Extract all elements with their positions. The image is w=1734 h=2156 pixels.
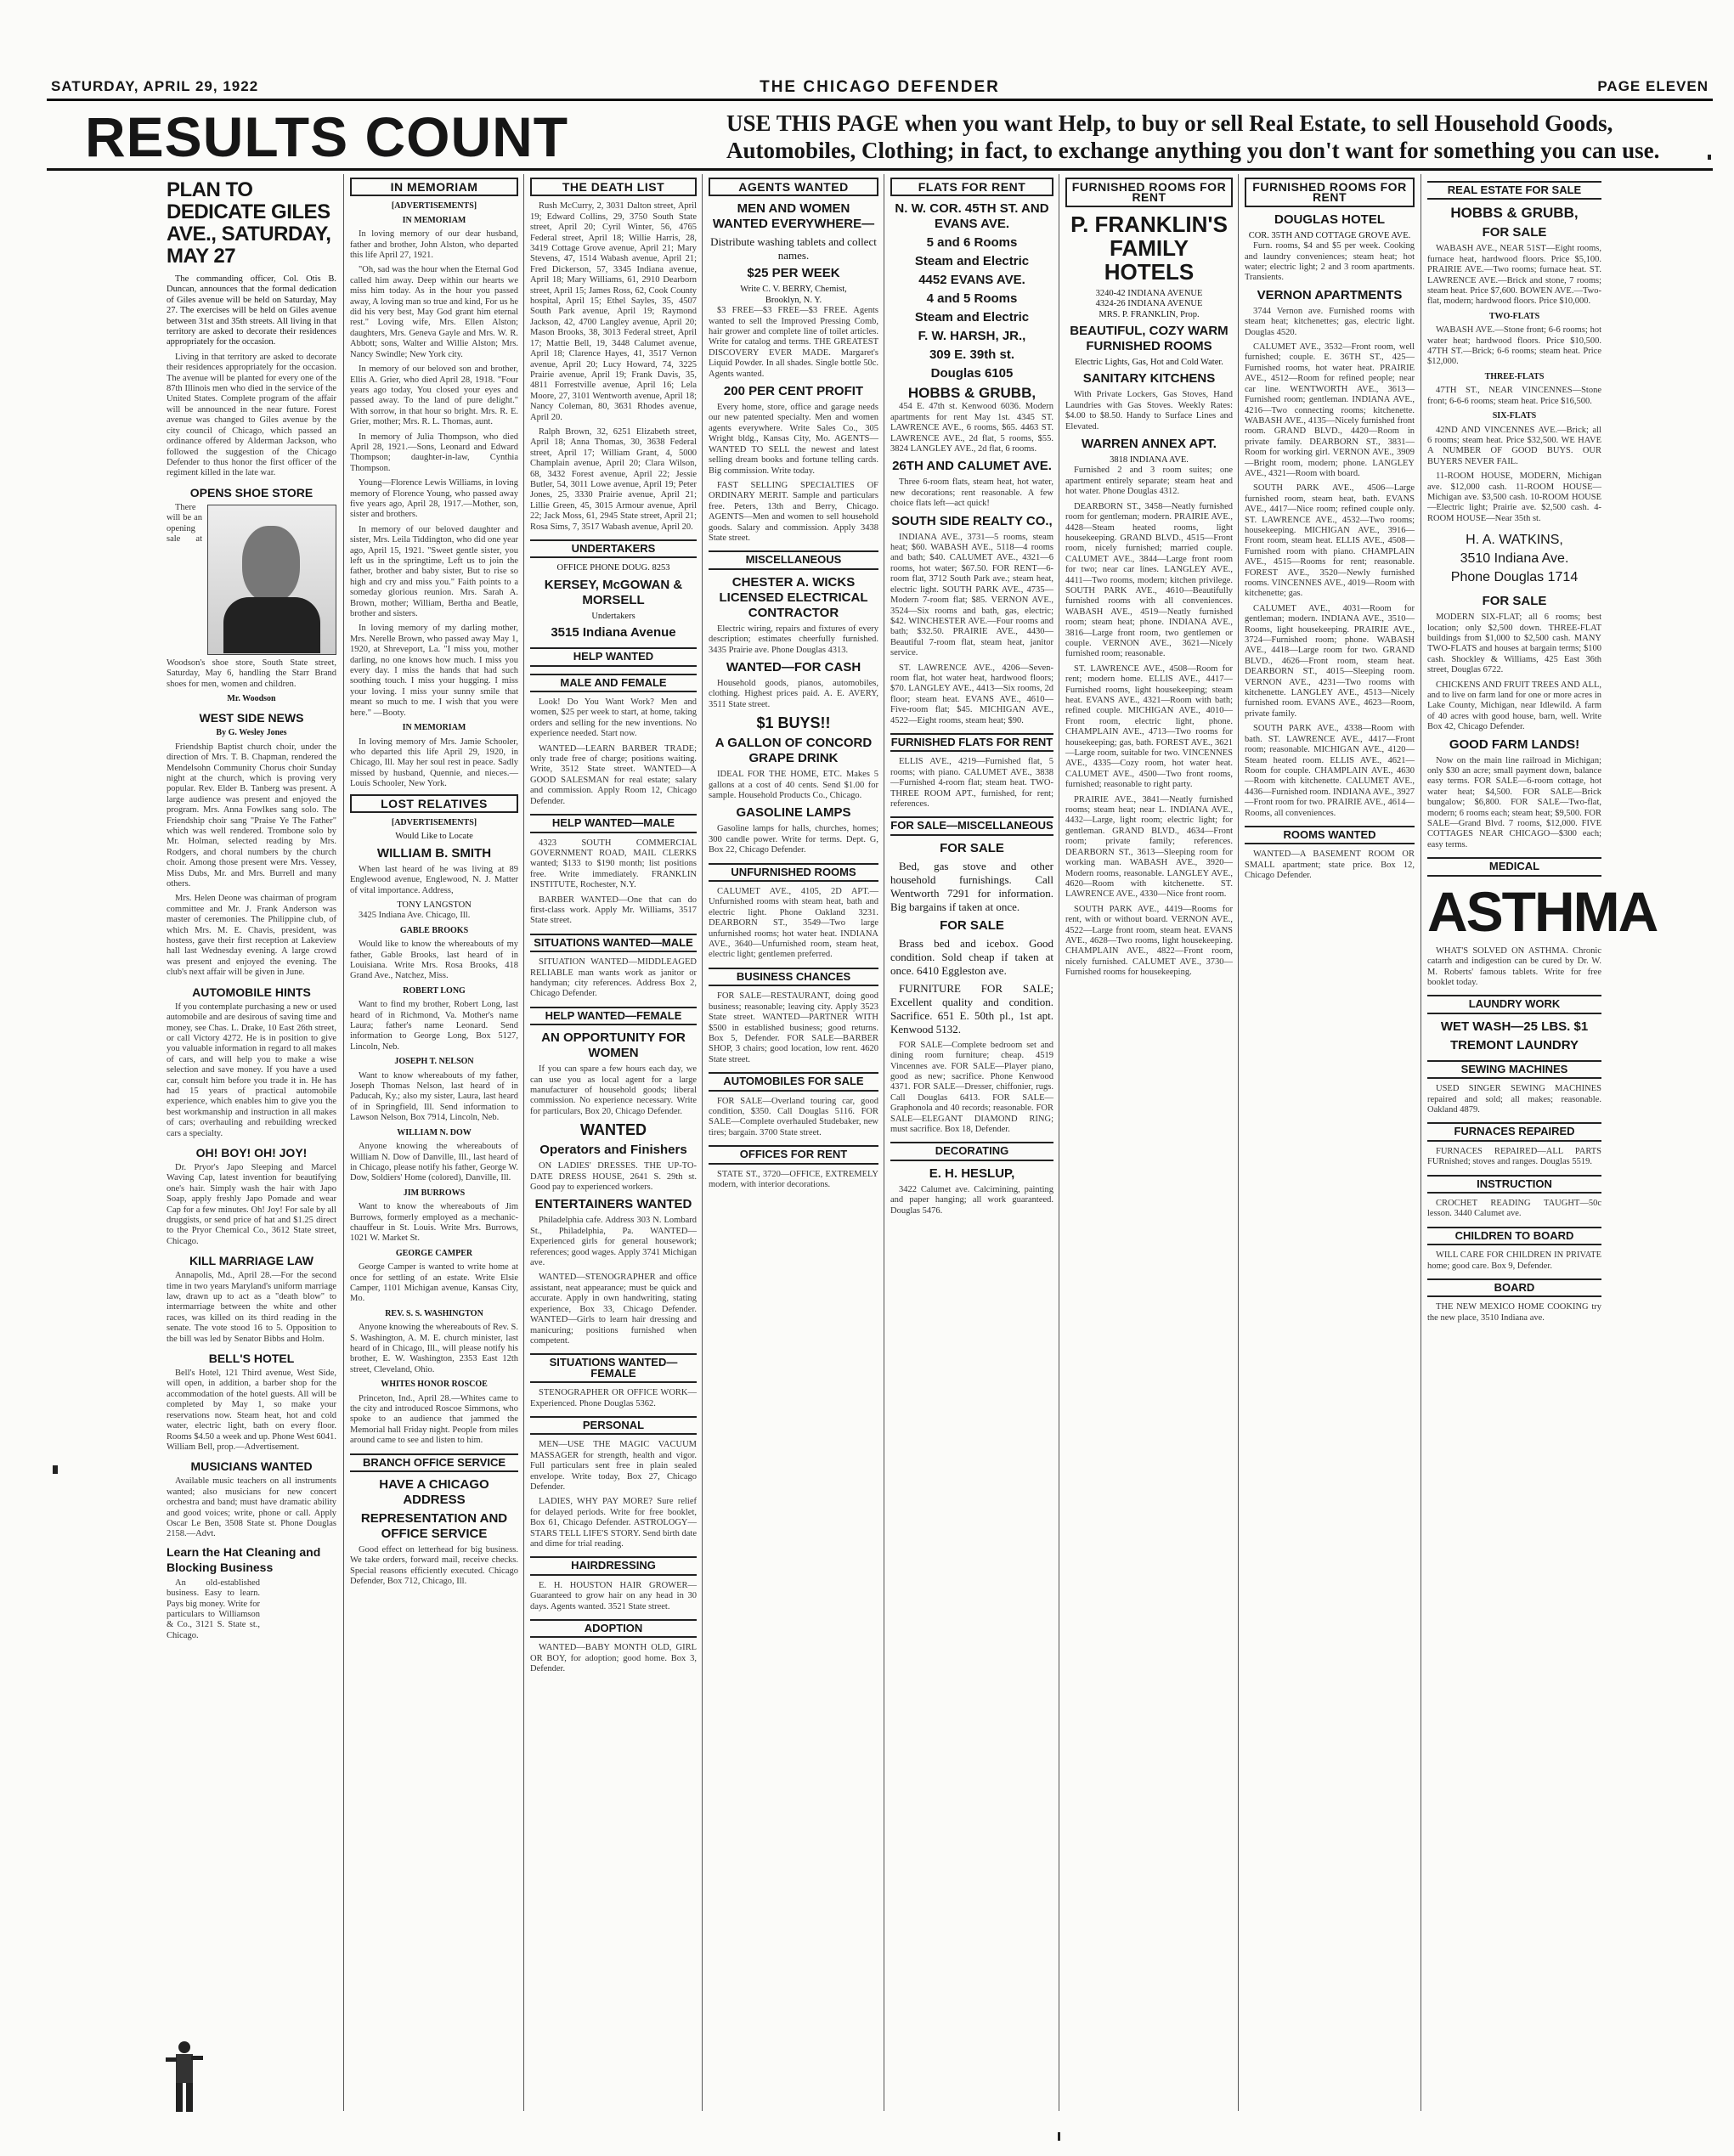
chicago-address-ad: HAVE A CHICAGO ADDRESS xyxy=(379,1477,489,1508)
franklin-prop: MRS. P. FRANKLIN, Prop. xyxy=(1099,309,1200,319)
advertisements-tag: [ADVERTISEMENTS] xyxy=(391,817,477,827)
franklin-address-2: 4324-26 INDIANA AVENUE xyxy=(1095,299,1203,309)
furnished-rooms-head: FURNISHED ROOMS FOR RENT xyxy=(1245,178,1415,207)
classified-text: $3 FREE—$3 FREE—$3 FREE. Agents wanted to sell the Improved Pressing Comb, hair grower and complete line of toilet articles. Write for catalog and terms. THE GREATEST DISCOVERY EVER MADE. Margaret's Liquid Powder. In all shades. Single bottle 50c. Agents wanted. xyxy=(709,306,878,379)
lost-name: GEORGE CAMPER xyxy=(395,1248,473,1258)
classified-text: FOR SALE—Overland touring car, good condition, $350. Call Douglas 5116. FOR SALE—Complete overhauled Studebaker, new tires; bargain. 3700 State street. xyxy=(709,1096,878,1137)
classified-text: INDIANA AVE., 3731—5 rooms, steam heat; $60. WABASH AVE., 5118—4 rooms and bath; $40. CALUMET AVE., 4321—6 rooms, hot water; $67.50. FOR RENT—6-room flat, 3712 South Park ave.; steam heat, electric light. SOUTH PARK AVE., 4735—Modern 7-room flat; $85. VERNON AVE., 3524—Six rooms and bath, gas, electric; $42. WINCHESTER AVE.—Four rooms and bath; $32.50. PRAIRIE AVE., 4430—Beautiful 7-room flat, steam heat, janitor service. xyxy=(890,532,1053,658)
calumet-ad: 26TH AND CALUMET AVE. xyxy=(892,459,1052,474)
memoriam-text: In loving memory of Mrs. Jamie Schooler, who departed this life April 29, 1920, in Chicago, Ill. May her soul rest in peace. Sadly missed by husband, Quennie, and nieces.—Louis Schooler, New York. xyxy=(350,737,518,789)
classified-text: SOUTH PARK AVE., 4506—Large furnished room, steam heat, bath. EVANS AVE., 4417—Nice room; refined couple only. ST. LAWRENCE AVE., 4532—Two rooms; housekeeping. MICHIGAN AVE., 3916—Front room, steam heat. ELLIS AVE., 4508—Furnished room with piano. CHAMPLAIN AVE., 4515—Rooms for rent; reasonable. FOREST AVE., 3520—Newly furnished rooms. VINCENNES AVE., 4019—Room with kitchenette; gas. xyxy=(1245,483,1415,599)
musicians-wanted-head: MUSICIANS WANTED xyxy=(190,1459,313,1474)
classified-text: 3422 Calumet ave. Calcimining, painting and paper hanging; all work guaranteed. Douglas 5476. xyxy=(890,1184,1053,1216)
help-wanted-head: HELP WANTED xyxy=(530,647,697,666)
classified-text: With Private Lockers, Gas Stoves, Hand Laundries with Gas Stoves. Weekly Rates: $4.00 to $8.50. Handy to Surface Lines and Elevated. xyxy=(1065,390,1233,432)
classified-text: If you can spare a few hours each day, we can use you as local agent for a large manufacturer of household goods; liberal commission. No experience necessary. Write for particulars, Box 20, Chicago Defender. xyxy=(530,1064,697,1116)
classified-text: 4323 SOUTH COMMERCIAL GOVERNMENT ROAD, MAIL CLERKS wanted; $133 to $190 month; list positions free. Write immediately. FRANKLIN INSTITUTE, Rochester, N.Y. xyxy=(530,838,697,890)
operators-ad: Operators and Finishers xyxy=(539,1143,687,1158)
bed-ad: Bed, gas stove and other household furnishings. Call Wentworth 7291 for information. Big bargains if taken at once. xyxy=(890,859,1053,913)
classified-text: MEN—USE THE MAGIC VACUUM MASSAGER for strength, health and vigor. Full particulars sent free in plain sealed envelope. Write today, Box 27, Chicago Defender. xyxy=(530,1440,697,1492)
classified-text: FOR SALE—RESTAURANT, doing good business; reasonable; leaving city. Apply 3523 State street. WANTED—PARTNER WITH $500 in established business; good returns. Box 5, Defender. FOR SALE—BARBER SHOP, 3 chairs; good location, low rent. 4620 State street. xyxy=(709,991,878,1064)
evans-rooms: 4 and 5 Rooms xyxy=(926,291,1018,307)
furnaces-head: FURNACES REPAIRED xyxy=(1427,1122,1601,1141)
paper-name: THE CHICAGO DEFENDER xyxy=(760,78,1000,96)
two-flats-head: TWO-FLATS xyxy=(1488,311,1540,321)
death-list-head: THE DEATH LIST xyxy=(530,178,697,196)
classified-text: 454 E. 47th st. Kenwood 6036. Modern apartments for rent May 1st. 4345 ST. LAWRENCE AVE., 6 rooms, $65. 4463 ST. LAWRENCE AVE., 2d flat, 5 rooms, $55. 3824 LANGLEY AVE., 2d flat, 6 rooms. xyxy=(890,402,1053,454)
opens-shoe-store-head: OPENS SHOE STORE xyxy=(189,485,313,499)
page-number: PAGE ELEVEN xyxy=(1597,78,1709,94)
lost-text: Anyone knowing the whereabouts of William N. Dow of Danville, Ill., last heard of in Chicago, please notify his father, George W. Dow, Soldiers' Home (colored), Danville, Ill. xyxy=(350,1142,518,1183)
article-text: Dr. Pryor's Japo Sleeping and Marcel Waving Cap, latest invention for beautifying one's hair. Simply wash the hair with Japo Soap, apply freshly Japo Pomade and wear Cap for a few minutes. Oh! Joy! For sale by all druggists, or send price of hat and $1.25 direct to the Pryor Chemical Co., 3612 State street, Chicago. xyxy=(167,1162,336,1246)
issue-date: SATURDAY, APRIL 29, 1922 xyxy=(51,78,259,94)
locate-signer: TONY LANGSTON xyxy=(397,900,472,910)
classified-text: Gasoline lamps for halls, churches, homes; 300 candle power. Write for terms. Dept. G, Box 22, Chicago Defender. xyxy=(709,824,878,855)
sanitary-kitchens: SANITARY KITCHENS xyxy=(1082,371,1216,387)
locate-name: WILLIAM B. SMITH xyxy=(376,845,492,861)
classified-text: WHAT'S SOLVED ON ASTHMA. Chronic catarrh and indigestion can be cured by Dr. W. M. Roberts' famous tablets. Write for free booklet today. xyxy=(1427,945,1601,987)
men-women-ad: MEN AND WOMEN WANTED EVERYWHERE— xyxy=(712,201,875,232)
gasoline-lamps-ad: GASOLINE LAMPS xyxy=(736,805,851,821)
berry-address: Brooklyn, N. Y. xyxy=(765,295,822,305)
classified-text: PRAIRIE AVE., 3841—Neatly furnished rooms; steam heat; near L. INDIANA AVE., 4432—Large, light room; electric light; for gentleman. GRAND BLVD., 4634—Front room; private family; references. DEARBORN ST., 3613—Sleeping room for working man. WABASH AVE., 3920—Modern rooms, reasonable. LANGLEY AVE., 4620—Room with kitchenette. ST. LAWRENCE AVE., 4330—Nice front room. xyxy=(1065,794,1233,900)
for-sale-head: FOR SALE xyxy=(1482,594,1547,609)
beautiful-rooms: BEAUTIFUL, COZY WARM FURNISHED ROOMS xyxy=(1070,324,1228,354)
lost-name: REV. S. S. WASHINGTON xyxy=(385,1308,483,1318)
heslup-ad: E. H. HESLUP, xyxy=(929,1165,1015,1181)
column-furnished-rooms-2 xyxy=(1245,174,1415,2111)
lost-text: Want to know the whereabouts of Jim Burrows, formerly employed as a mechanic-chauffeur in St. Louis. Write Mrs. Burrows, 1021 W. Market St. xyxy=(350,1202,518,1244)
medical-head: MEDICAL xyxy=(1427,857,1601,876)
wanted-ad: WANTED xyxy=(580,1121,647,1139)
classified-text: FURNACES REPAIRED—ALL PARTS FURnished; stoves and ranges. Douglas 5519. xyxy=(1427,1146,1601,1167)
article-text: Available music teachers on all instruments wanted; also musicians for new concert orchestra and band; must have dramatic ability and good voices; write, phone or call. Apply Oscar Le Ben, 3508 State st. Phone Douglas 2158.—Advt. xyxy=(167,1476,336,1539)
column-rule xyxy=(1238,174,1239,2111)
watkins-phone: Phone Douglas 1714 xyxy=(1450,570,1579,585)
classified-text: FAST SELLING SPECIALTIES OF ORDINARY MERIT. Sample and particulars free. Peters, 13th and Berry, Chicago. AGENTS—Men and women to sell household goods. Salary and commission. Apply 3438 State street. xyxy=(709,480,878,543)
classified-text: CALUMET AVE., 3532—Front room, well furnished; couple. E. 36TH ST., 425—Furnished rooms, hot water heat. PRAIRIE AVE., 4512—Room for refined people; near car line. WENTWORTH AVE., 3613—Furnished room; gentleman. INDIANA AVE., 4216—Two connecting rooms; kitchenette. WABASH AVE., 4135—Nicely furnished front room. GRAND BLVD., 4420—Room in private family. DEARBORN ST., 3831—Room for working girl. VERNON AVE., 3909—Bright room, modern; phone. LANGLEY AVE., 4321—Room with board. xyxy=(1245,342,1415,478)
classified-text: WANTED—A BASEMENT ROOM OR SMALL apartment; state price. Box 12, Chicago Defender. xyxy=(1245,849,1415,881)
cash-ad: WANTED—FOR CASH xyxy=(726,659,861,674)
memoriam-text: In loving memory of our dear husband, father and brother, John Alston, who departed this life April 27, 1921. xyxy=(350,229,518,261)
miscellaneous-head: MISCELLANEOUS xyxy=(709,550,878,569)
classified-text: Electric wiring, repairs and fixtures of every description; estimates cheerfully furnished. 3435 Prairie ave. Phone Douglas 4313. xyxy=(709,624,878,655)
lost-text: Princeton, Ind., April 28.—Whites came to the city and introduced Roscoe Simmons, who spoke to an audience that jammed the Memorial hall Friday night. People from miles around came to see and listen to him. xyxy=(350,1393,518,1446)
classified-text: Household goods, pianos, automobiles, clothing. Highest prices paid. A. E. AVERY, 3511 State street. xyxy=(709,678,878,709)
douglas-address: COR. 35TH AND COTTAGE GROVE AVE. xyxy=(1248,230,1411,240)
good-farm-lands: GOOD FARM LANDS! xyxy=(1449,737,1580,752)
classified-text: SITUATION WANTED—MIDDLEAGED RELIABLE man wants work as janitor or handyman; city references. Address Box 2, Chicago Defender. xyxy=(530,957,697,999)
classified-text: SOUTH PARK AVE., 4338—Room with bath. ST. LAWRENCE AVE., 4417—Front room; reasonable. MICHIGAN AVE., 4120—Steam heated room. ELLIS AVE., 4621—Room for couple. CHAMPLAIN AVE., 4630—Room with kitchenette. CALUMET AVE., 4436—Furnished room. INDIANA AVE., 3927—Front room for two. PRAIRIE AVE., 4614—Rooms, all conveniences. xyxy=(1245,724,1415,818)
lost-text: Would like to know the whereabouts of my father, Gable Brooks, last heard of in Louisiana. Write Mrs. Rosa Brooks, 418 Grand Ave., Natchez, Miss. xyxy=(350,940,518,981)
adoption-head: ADOPTION xyxy=(530,1619,697,1638)
branch-office-head: BRANCH OFFICE SERVICE xyxy=(350,1453,518,1472)
undertakers-head: UNDERTAKERS xyxy=(530,539,697,558)
warren-annex: WARREN ANNEX APT. xyxy=(1082,437,1217,452)
classified-text: CROCHET READING TAUGHT—50c lesson. 3440 Calumet ave. xyxy=(1427,1198,1601,1219)
for-sale-misc-head: FOR SALE—MISCELLANEOUS xyxy=(890,816,1053,835)
representation-ad: REPRESENTATION AND OFFICE SERVICE xyxy=(360,1511,508,1542)
banner-title: RESULTS COUNT xyxy=(85,105,569,168)
business-chances-head: BUSINESS CHANCES xyxy=(709,968,878,986)
help-wanted-female-head: HELP WANTED—FEMALE xyxy=(530,1007,697,1025)
hobbs-grubb: HOBBS & GRUBB, xyxy=(1450,205,1579,222)
evans-ad: 4452 EVANS AVE. xyxy=(918,273,1025,288)
wicks-ad: CHESTER A. WICKS LICENSED ELECTRICAL CONTRACTOR xyxy=(719,574,868,620)
article-text: Annapolis, Md., April 28.—For the second time in two years Maryland's uniform marriage law, drawn up to act as a "death blow" to intermarriage between the white and other races, was killed on its third reading in the senate. The vote stood 16 to 5. Opposition to the bill was led by Senator Bibbs and Holm. xyxy=(167,1271,336,1344)
distribute-line: Distribute washing tablets and collect names. xyxy=(710,235,877,262)
profit-ad: 200 PER CENT PROFIT xyxy=(723,384,864,399)
memoriam-sub: IN MEMORIAM xyxy=(402,723,466,733)
classified-text: MODERN SIX-FLAT; all 6 rooms; best location; only $2,500 down. THREE-FLAT buildings from $1,000 to $2,500 cash. MANY TWO-FLATS and houses at bargain terms; $100 cash. Shockley & Williams, 425 East 36th street, Douglas 6722. xyxy=(1427,612,1601,675)
article-text: Bell's Hotel, 121 Third avenue, West Side, will open, in addition, a barber shop for the accommodation of the hotel guests. All will be completed by May 1, so make your reservations now. Steam heat, hot and cold water, electric light, bath on every floor. Rooms $4.50 a week and up. Phone West 6041. William Bell, prop.—Advertisement. xyxy=(167,1369,336,1452)
classified-text: FOR SALE—Complete bedroom set and dining room furniture; cheap. 4519 Vincennes ave. FOR SALE—Player piano, good as new; sacrifice. Phone Kenwood 4371. FOR SALE—Dresser, chiffonier, rugs. Call Douglas 6413. FOR SALE—Graphonola and 40 records; reasonable. FOR SALE—ELEGANT DIAMOND RING; must sacrifice. Box 18, Defender. xyxy=(890,1040,1053,1135)
decorating-head: DECORATING xyxy=(890,1142,1053,1160)
children-to-board-head: CHILDREN TO BOARD xyxy=(1427,1227,1601,1245)
masthead-line xyxy=(51,78,1709,99)
classified-text: Furnished 2 and 3 room suites; one apartment entirely separate; steam heat and hot water. Phone Douglas 4312. xyxy=(1065,466,1233,497)
classified-text: WABASH AVE.—Stone front; 6-6 rooms; hot water heat; hardwood floors. Price $10,500. 47TH ST.—Brick; 6-6 rooms; steam heat. Price $12,000. xyxy=(1427,325,1601,367)
lost-name: WHITES HONOR ROSCOE xyxy=(381,1380,488,1390)
column-news xyxy=(167,174,336,2111)
divider xyxy=(47,99,1713,101)
column-rule xyxy=(702,174,703,2111)
corner-steam: Steam and Electric xyxy=(914,254,1030,269)
branch-text: Good effect on letterhead for big business. We take orders, forward mail, receive checks. Special reasons efficiently executed. Chicago Defender, Box 712, Chicago, Ill. xyxy=(350,1545,518,1587)
death-list-text: Ralph Brown, 32, 6251 Elizabeth street, April 18; Anna Thomas, 30, 3638 Federal street, April 17; William Grant, 4, 5000 Champlain avenue, April 20; Clara Wilson, 68, 3432 Forest avenue, April 22; Jessie Butler, 54, 3011 Lowe avenue, April 19; Peter Jones, 25, 3330 Prairie avenue, April 21; Lillie Green, 45, 3015 Armour avenue, April 22; Jack Moss, 61, 2945 State street, April 21; Rosa Sims, 7, 3517 Wabash avenue, April 20. xyxy=(530,426,697,532)
article-text: There will be an opening sale at Woodson's shoe store, South State street, Saturday, May 6, handling the Starr Brand shoes for men, women and children. xyxy=(167,502,336,689)
scan-speck xyxy=(53,1465,58,1474)
agents-wanted-head: AGENTS WANTED xyxy=(709,178,878,196)
classified-text: CALUMET AVE., 4105, 2D APT.—Unfurnished rooms with steam heat, bath and electric light. Phone Oakland 3231. DEARBORN ST., 3549—Two large unfurnished rooms; hot water heat. INDIANA AVE., 3640—Unfurnished room, steam heat, electric light; gentlemen preferred. xyxy=(709,887,878,960)
lost-text: Anyone knowing the whereabouts of Rev. S. S. Washington, A. M. E. church minister, last heard of in Chicago, Ill., will please notify his brother, E. W. Washington, 2353 East 12th street, Cleveland, Ohio. xyxy=(350,1323,518,1374)
south-side-realty: SOUTH SIDE REALTY CO., xyxy=(891,513,1053,528)
classified-text: THE NEW MEXICO HOME COOKING try the new place, 3510 Indiana ave. xyxy=(1427,1302,1601,1323)
column-real-estate xyxy=(1427,174,1658,2111)
memoriam-text: Young—Florence Lewis Williams, in loving memory of Florence Young, who passed away five years ago, April 28, 1917.—Mother, son, sister and brothers. xyxy=(350,478,518,520)
lost-name: ROBERT LONG xyxy=(403,985,466,996)
salary-line: $25 PER WEEK xyxy=(747,266,840,281)
classified-text: WANTED—BABY MONTH OLD, GIRL OR BOY, for adoption; good home. Box 3, Defender. xyxy=(530,1643,697,1674)
classified-text: STENOGRAPHER OR OFFICE WORK—Experienced. Phone Douglas 5362. xyxy=(530,1388,697,1408)
furnished-flats-head: FURNISHED FLATS FOR RENT xyxy=(890,733,1053,752)
laundry-work-head: LAUNDRY WORK xyxy=(1427,995,1601,1013)
classified-text: USED SINGER SEWING MACHINES repaired and sold; all makes; reasonable. Oakland 4879. xyxy=(1427,1084,1601,1115)
classified-text: Look! Do You Want Work? Men and women, $25 per week to start, at home, taking orders and selling for the new inventions. No experience needed. Start now. xyxy=(530,697,697,739)
scan-speck xyxy=(1058,2132,1060,2141)
column-agents xyxy=(709,174,878,2111)
classified-text: 47TH ST., NEAR VINCENNES—Stone front; 6-6-6 rooms; steam heat. Price $16,500. xyxy=(1427,386,1601,406)
rooms-wanted-head: ROOMS WANTED xyxy=(1245,826,1415,844)
watkins-address: 3510 Indiana Ave. xyxy=(1460,551,1569,567)
classified-text: ST. LAWRENCE AVE., 4206—Seven-room flat, hot water heat, hardwood floors; $70. LANGLEY AVE., 4413—Six rooms, 2d floor; steam heat. EVANS AVE., 4610—Five-room flat; $45. MICHIGAN AVE., 4522—Eight rooms, steam heat; $90. xyxy=(890,663,1053,725)
classified-text: Now on the main line railroad in Michigan; only $30 an acre; small payment down, balance easy terms. FOR SALE—6-room cottage, hot water heat; $4,500. FOR SALE—Brick bungalow; $6,800. FOR SALE—Two-flat, modern; 6 rooms each; steam heat; $9,500. FOR SALE—Grand Blvd. 7 rooms, $12,000. FIVE COTTAGES NEAR CHICAGO—$300 each; easy terms. xyxy=(1427,755,1601,849)
six-flats-head: SIX-FLATS xyxy=(1492,411,1537,421)
classified-text: Furn. rooms, $4 and $5 per week. Cooking and laundry conveniences; steam heat; hot water; electric light; 2 and 3 room apartments. Transients. xyxy=(1245,241,1415,283)
corner-ad: N. W. COR. 45TH ST. AND EVANS AVE. xyxy=(895,201,1049,232)
lost-text: 3425 Indiana Ave. Chicago, Ill. xyxy=(359,911,471,921)
hobbs-grubb: HOBBS & GRUBB, xyxy=(907,385,1036,402)
kersey-name: KERSEY, McGOWAN & MORSELL xyxy=(544,577,683,607)
furniture-ad: FURNITURE FOR SALE; Excellent quality and condition. Sacrifice. 651 E. 50th pl., 1st apt. Kenwood 5132. xyxy=(890,981,1053,1036)
concord-ad: A GALLON OF CONCORD GRAPE DRINK xyxy=(714,736,873,766)
death-list-text: Rush McCurry, 2, 3031 Dalton street, April 19; Edward Collins, 29, 3750 South State street, April 20; Cyril Winter, 56, 4765 Federal street, April 18; Willie Harris, 28, 3419 Cottage Grove avenue, April 21; Mary Stevens, 47, 1514 Wabash avenue, April 21; Fred Dickerson, 57, 3345 Indiana avenue, April 18; Mary Williams, 61, 2910 Dearborn street, April 15; James Ross, 62, Cook County hospital, April 15; Ethel Sayles, 35, 4507 South Park avenue, April 19; Raymond Jackson, 42, 4700 Langley avenue, April 20; Mason Brooks, 38, 3013 Federal street, April 17; Mattie Bell, 19, 3448 Calumet avenue, April 18; Clarence Hayes, 41, 3517 Vernon avenue, April 20; Lucy Howard, 74, 3225 Prairie avenue, April 19; Frank Davis, 35, 4811 Forrestville avenue, April 16; Lela Moore, 27, 3101 Wentworth avenue, April 18; Nancy Coleman, 80, 3631 Rhodes avenue, April 20. xyxy=(530,201,697,422)
classified-text: 11-ROOM HOUSE, MODERN, Michigan ave. $12,000 cash. 11-ROOM HOUSE—Michigan ave. $3,500 cash. 10-ROOM HOUSE—Electric light; Prairie ave. $2,500 cash. 4-ROOM HOUSE—Near 35th st. xyxy=(1427,471,1601,523)
wet-wash-ad: WET WASH—25 LBS. $1 xyxy=(1440,1019,1589,1034)
classified-text: CHICKENS AND FRUIT TREES AND ALL, and to live on farm land for one or more acres in Lake County, Michigan, near Idlewild. A farm of 40 acres with good house, barn, well. Write Box 42, Chicago Defender. xyxy=(1427,680,1601,732)
results-count-banner xyxy=(85,106,1710,167)
classified-text: IDEAL FOR THE HOME, ETC. Makes 5 gallons at a cost of 40 cents. Send $1.00 for sample. Household Products Co., Chicago. xyxy=(709,770,878,800)
lost-name: WILLIAM N. DOW xyxy=(397,1127,472,1137)
west-side-news-head: WEST SIDE NEWS xyxy=(199,711,304,725)
memoriam-sub: IN MEMORIAM xyxy=(402,215,466,225)
kersey-sub: Undertakers xyxy=(591,611,635,621)
in-memoriam-head: IN MEMORIAM xyxy=(350,178,518,196)
brass-bed-ad: Brass bed and icebox. Good condition. Sold cheap if taken at once. 6410 Eggleston ave. xyxy=(890,936,1053,977)
bells-hotel-head: BELL'S HOTEL xyxy=(208,1352,295,1366)
byline: By G. Wesley Jones xyxy=(216,728,287,738)
column-death-list xyxy=(530,174,697,2111)
classified-text: 42ND AND VINCENNES AVE.—Brick; all 6 rooms; steam heat. Price $32,500. WE HAVE A NUMBER OF GOOD BUYS. OUR BUYERS NEVER FAIL. xyxy=(1427,425,1601,466)
harsh-address: 309 E. 39th st. xyxy=(929,347,1015,363)
asthma-ad: ASTHMA xyxy=(1427,879,1658,943)
photo-caption: Mr. Woodson xyxy=(227,693,276,703)
kill-marriage-law-head: KILL MARRIAGE LAW xyxy=(189,1254,313,1268)
harsh-phone: Douglas 6105 xyxy=(930,366,1014,381)
advertisements-tag: [ADVERTISEMENTS] xyxy=(391,201,477,212)
furnished-rooms-head: FURNISHED ROOMS FOR RENT xyxy=(1065,178,1233,207)
banner-tagline: USE THIS PAGE when you want Help, to buy or sell Real Estate, to sell Household Goods, Automobiles, Clothing; in fact, to exchange anything you don't want for something you can use. xyxy=(726,110,1660,163)
classified-text: 3744 Vernon ave. Furnished rooms with steam heat; kitchenettes; gas, electric light. Douglas 4520. xyxy=(1245,306,1415,337)
column-memoriam xyxy=(350,174,518,2111)
classified-text: STATE ST., 3720—OFFICE, EXTREMELY modern, with interior decorations. xyxy=(709,1169,878,1189)
franklin-hotels: P. FRANKLIN'S FAMILY HOTELS xyxy=(1070,211,1228,285)
watkins-ad xyxy=(1427,531,1601,587)
article-text: Living in that territory are asked to decorate their residences appropriately for the occasion. The avenue will be planted for every one of the 87th Illinois men who died in the service of the United States. Complete program of the affair will be announced in the near future. Forest avenue was changed to Giles avenue by the city council of Chicago, which passed an ordinance offered by Alderman Jackson, who followed the suggestion of the Chicago Defender to thus honor the first officer of the regiment killed in the late war. xyxy=(167,352,336,478)
oh-boy-head: OH! BOY! OH! JOY! xyxy=(195,1145,308,1160)
flats-for-rent-head: FLATS FOR RENT xyxy=(890,178,1053,196)
buys-ad: $1 BUYS!! xyxy=(756,714,831,732)
situations-female-head: SITUATIONS WANTED—FEMALE xyxy=(530,1353,697,1383)
board-head: BOARD xyxy=(1427,1278,1601,1297)
classified-text: LADIES, WHY PAY MORE? Sure relief for delayed periods. Write for free booklet, Box 61, Chicago Defender. ASTROLOGY—STARS TELL LIFE'S STORY. Send birth date and dime for trial reading. xyxy=(530,1497,697,1549)
memoriam-text: In memory of our beloved daughter and sister, Mrs. Leila Tiddington, who did one year ago, April 15, 1921. "Sweet gentle sister, you left us in the springtime, Left us to join the father, brother and baby sister, But to rise so high and cry and miss you." Faith points to a someday glorious reunion. Mrs. Sarah A. Brown, mother; William, Bertha and Beatle, brother and sisters. xyxy=(350,524,518,619)
column-furnished-rooms-1 xyxy=(1065,174,1233,2111)
portrait-photo xyxy=(207,505,336,655)
scan-speck xyxy=(1708,155,1711,160)
classified-text: WABASH AVE., NEAR 51ST—Eight rooms, furnace heat, hardwood floors. Price $5,100. PRAIRIE AVE.—Two rooms; furnace heat. ST. LAWRENCE AVE.—Brick and stone, 7 rooms; steam heat. Price $7,600. BOWEN AVE.—Two-flat, modern; hardwood floors. Price $10,000. xyxy=(1427,244,1601,307)
classified-text: BARBER WANTED—One that can do first-class work. Apply Mr. Williams, 3517 State street. xyxy=(530,895,697,926)
classified-text: DEARBORN ST., 3458—Neatly furnished room for gentleman; modern. PRAIRIE AVE., 4428—Steam heated rooms, light housekeeping. GRAND BLVD., 4515—Front room, nicely furnished; married couple. CALUMET AVE., 3844—Large front room for two; near car lines. LANGLEY AVE., 4411—Two rooms, modern; kitchen privilege. SOUTH PARK AVE., 4610—Beautifully furnished rooms with all conveniences. WABASH AVE., 4519—Neatly furnished room; steam heat; phone. INDIANA AVE., 3816—Large front room, two gentlemen or couple. VERNON AVE., 3621—Nicely furnished room; reasonable. xyxy=(1065,501,1233,659)
lost-text: Want to find my brother, Robert Long, last heard of in Richmond, Va. Mother's name Laura; father's name Leonard. Send information to George Long, Box 5127, Lincoln, Neb. xyxy=(350,1000,518,1052)
lost-name: GABLE BROOKS xyxy=(399,925,469,935)
for-sale-head: FOR SALE xyxy=(1482,225,1547,240)
kersey-address: 3515 Indiana Avenue xyxy=(551,625,676,641)
entertainers-ad: ENTERTAINERS WANTED xyxy=(534,1197,692,1212)
harsh-name: F. W. HARSH, JR., xyxy=(918,329,1026,344)
lost-text: Want to know whereabouts of my father, Joseph Thomas Nelson, last heard of in Paducah, Ky.; also my sister, Laura, last heard of in Springfield, Ill. Send information to Lawson Nelson, Box 7914, Lincoln, Neb. xyxy=(350,1070,518,1123)
instruction-head: INSTRUCTION xyxy=(1427,1175,1601,1194)
article-text: An old-established business. Easy to learn. Pays big money. Write for particulars to Williamson & Co., 3121 S. State st., Chicago. xyxy=(167,1577,260,1640)
classified-text: E. H. HOUSTON HAIR GROWER—Guaranteed to grow hair on any head in 30 days. Agents wanted. 3521 State street. xyxy=(530,1580,697,1611)
kersey-phone: OFFICE PHONE DOUG. 8253 xyxy=(556,563,670,573)
warren-address: 3818 INDIANA AVE. xyxy=(1110,455,1189,466)
lost-text: George Camper is wanted to write home at once for settling of an estate. Write Elsie Camper, 1101 Michigan avenue, Kansas City, Mo. xyxy=(350,1262,518,1304)
classified-text: Philadelphia cafe. Address 303 N. Lombard St., Philadelphia, Pa. WANTED—Experienced girls for general housework; references; good wages. Apply 3741 Michigan ave. xyxy=(530,1216,697,1268)
lost-text: When last heard of he was living at 89 Englewood avenue, Englewood, N. J. Matter of vital importance. Address, xyxy=(350,864,518,895)
classified-text: SOUTH PARK AVE., 4419—Rooms for rent, with or without board. VERNON AVE., 4522—Large front room, steam heat. EVANS AVE., 4628—Two rooms, light housekeeping. CHAMPLAIN AVE., 4822—Front room, nicely furnished. CALUMET AVE., 3730—Furnished rooms for housekeeping. xyxy=(1065,904,1233,978)
article-lead: The commanding officer, Col. Otis B. Duncan, announces that the formal dedication of Giles avenue will be held on Saturday, May 27. The exercises will be held on Giles avenue between 31st and 35th streets. All living in that territory are asked to decorate their residences appropriately for the occasion. xyxy=(167,274,336,347)
sewing-machines-head: SEWING MACHINES xyxy=(1427,1060,1601,1079)
hairdressing-head: HAIRDRESSING xyxy=(530,1556,697,1575)
column-rule xyxy=(523,174,524,2111)
classified-text: Three 6-room flats, steam heat, hot water, new decorations; rent reasonable. A few choice flats left—act quick! xyxy=(890,477,1053,509)
evans-steam: Steam and Electric xyxy=(914,310,1030,325)
classified-text: WILL CARE FOR CHILDREN IN PRIVATE home; good care. Box 9, Defender. xyxy=(1427,1250,1601,1271)
electric-line: Electric Lights, Gas, Hot and Cold Water. xyxy=(1075,358,1223,368)
lost-name: JOSEPH T. NELSON xyxy=(394,1057,474,1067)
offices-for-rent-head: OFFICES FOR RENT xyxy=(709,1145,878,1164)
classified-text: WANTED—LEARN BARBER TRADE; only trade free of charge; positions waiting. Write, 3512 State street. WANTED—A GOOD SALESMAN for real estate; salary and commission. Apply Room 12, Chicago Defender. xyxy=(530,743,697,806)
male-female-head: MALE AND FEMALE xyxy=(530,674,697,692)
watkins-name: H. A. WATKINS, xyxy=(1466,533,1563,548)
automobile-hints-head: AUTOMOBILE HINTS xyxy=(192,985,311,999)
vernon-apartments: VERNON APARTMENTS xyxy=(1257,287,1403,302)
situations-male-head: SITUATIONS WANTED—MALE xyxy=(530,934,697,952)
real-estate-head: REAL ESTATE FOR SALE xyxy=(1427,181,1601,200)
locate-line: Would Like to Locate xyxy=(395,832,473,842)
berry-line: Write C. V. BERRY, Chemist, xyxy=(740,285,847,295)
column-flats xyxy=(890,174,1053,2111)
three-flats-head: THREE-FLATS xyxy=(1484,371,1545,381)
memoriam-text: "Oh, sad was the hour when the Eternal God called him away. Deep within our hearts we miss him today. As in the hour you passed away, A loving man so true and kind, For us he did his very best, May God grant him eternal rest." Loving wife, Mrs. Ellen Alston; daughters, Mrs. Geneva Gayle and Mrs. W. R. Abbott; sons, Walter and Willie Alston; Mrs. Nancy Swindle; New York city. xyxy=(350,265,518,359)
franklin-address: 3240-42 INDIANA AVENUE xyxy=(1095,288,1203,298)
classified-text: ST. LAWRENCE AVE., 4508—Room for rent; modern home. ELLIS AVE., 4417—Furnished rooms, light housekeeping; steam heat. EVANS AVE., 4321—Room with bath; refined couple. MICHIGAN AVE., 4010—Front room, electric light, phone. CHAMPLAIN AVE., 4713—Two rooms for housekeeping; gas, bath. FOREST AVE., 3621—Large room, suitable for two. VINCENNES AVE., 4335—Cozy room, hot water heat. CALUMET AVE., 4500—Two front rooms, furnished; reasonable to right party. xyxy=(1065,663,1233,790)
lost-name: JIM BURROWS xyxy=(403,1188,466,1198)
lost-relatives-head: LOST RELATIVES xyxy=(350,794,518,813)
for-sale-head: FOR SALE xyxy=(940,840,1004,855)
memoriam-text: In loving memory of my darling mother, Mrs. Nerelle Brown, who passed away May 1, 1920, at Shreveport, La. "I miss you, mother darling, no one knows how much. I miss you every day. I miss the hands that had such soothing touch. I miss your hugging. I miss your loving. I miss your sunny smile that meant so much to me. I wish that you were here." —Booty. xyxy=(350,624,518,718)
hat-man-illustration xyxy=(166,2039,204,2115)
column-rule xyxy=(343,174,344,2111)
hat-cleaning-ad: Learn the Hat Cleaning and Blocking Business xyxy=(167,1544,321,1574)
help-wanted-male-head: HELP WANTED—MALE xyxy=(530,814,697,832)
for-sale-head: FOR SALE xyxy=(940,917,1004,933)
headline-giles-avenue: PLAN TO DEDICATE GILES AVE., SATURDAY, MAY 27 xyxy=(167,178,331,268)
unfurnished-rooms-head: UNFURNISHED ROOMS xyxy=(709,863,878,882)
classified-text: CALUMET AVE., 4031—Room for gentleman; modern. INDIANA AVE., 3510—Rooms, light housekeeping. PRAIRIE AVE., 3724—Furnished room; phone. WABASH AVE., 4418—Large room for two. GRAND BLVD., 4626—Front room, steam heat. DEARBORN ST., 4015—Sleeping room. VERNON AVE., 4231—Two rooms with kitchenette. LANGLEY AVE., 4513—Nicely furnished room. EVANS AVE., 4623—Room, private family. xyxy=(1245,603,1415,719)
tremont-laundry: TREMONT LAUNDRY xyxy=(1449,1037,1579,1053)
personal-head: PERSONAL xyxy=(530,1416,697,1435)
article-text: Mrs. Helen Deone was chairman of program committee and Mr. J. Frank Anderson was master of ceremonies. The Philippine club, of which Mrs. M. E. Chavis, president, was hostess, gave their first reception at Lakeview hall last Wednesday evening. A large crowd was present and enjoyed the evening. The club's next affair will be given in June. xyxy=(167,894,336,978)
classified-text: WANTED—STENOGRAPHER and office assistant, neat appearance; must be quick and accurate. Apply in own handwriting, stating experience, Box 33, Chicago Defender. WANTED—Girls to learn hair dressing and manicuring; positions furnished when competent. xyxy=(530,1273,697,1346)
memoriam-text: In memory of our beloved son and brother, Ellis A. Grier, who died April 28, 1918. "Four years ago today, You closed your eyes and passed away. To the land of pure delight." With sorrow, in that hour so bright. Mrs. R. E. Grier, mother; Mrs. R. L. Thomas, aunt. xyxy=(350,364,518,427)
classified-text: ON LADIES' DRESSES. THE UP-TO-DATE DRESS HOUSE, 2641 S. 29th st. Good pay to experienced workers. xyxy=(530,1161,697,1193)
memoriam-text: In memory of Julia Thompson, who died April 28, 1921.—Sons, Leonard and Edward Thompson; daughter-in-law, Cynthia Thompson. xyxy=(350,432,518,473)
article-text: Friendship Baptist church choir, under the direction of Mrs. T. B. Chapman, rendered the Mendelsohn Community Chorus choir Sunday night at the church, which is proving very popular. Rev. Elder B. Tanberg was present. A large audience was present and enjoyed the program. Mrs. Anna Fowlkes sang solo. The Friendship choir sang "Praise Ye The Father" which was well rendered. Trombone solo by Mr. Holman, selected reading by Mrs. Rodgers, and choral numbers by the church choir. Among those present were Mrs. Vessey, Miss Dubs, Mr. and Mrs. Burrell and many others. xyxy=(167,742,336,889)
corner-rooms: 5 and 6 Rooms xyxy=(926,235,1018,251)
classified-text: ELLIS AVE., 4219—Furnished flat, 5 rooms; with piano. CALUMET AVE., 3838—Furnished 4-room flat; steam heat. TWO-THREE ROOM APT., furnished, for rent; references. xyxy=(890,757,1053,809)
classified-text: Every home, store, office and garage needs our new patented specialty. Men and women agents everywhere. Write Sales Co., 305 Wright bldg., Kansas City, Mo. AGENTS—WANTED TO SELL the newest and latest selling dream books and fortune telling cards. Big commission. Write today. xyxy=(709,403,878,476)
divider xyxy=(47,168,1713,171)
opportunity-ad: AN OPPORTUNITY FOR WOMEN xyxy=(541,1030,686,1061)
automobiles-for-sale-head: AUTOMOBILES FOR SALE xyxy=(709,1072,878,1091)
douglas-hotel: DOUGLAS HOTEL xyxy=(1274,212,1385,227)
article-text: If you contemplate purchasing a new or used automobile and are desirous of saving time and money, see Chas. L. Drake, 10 East 26th street, or call Victory 4272. He is in position to give you valuable information in regard to all makes of cars, and will help you to make a wise selection and save money. If you have a used car, consult him before you trade it in. He has had 15 years of practical automobile experience, which enables him to give you the best workmanship and instruction in all makes of cars; overhauling and rebuilding wrecked cars a specialty. xyxy=(167,1002,336,1138)
